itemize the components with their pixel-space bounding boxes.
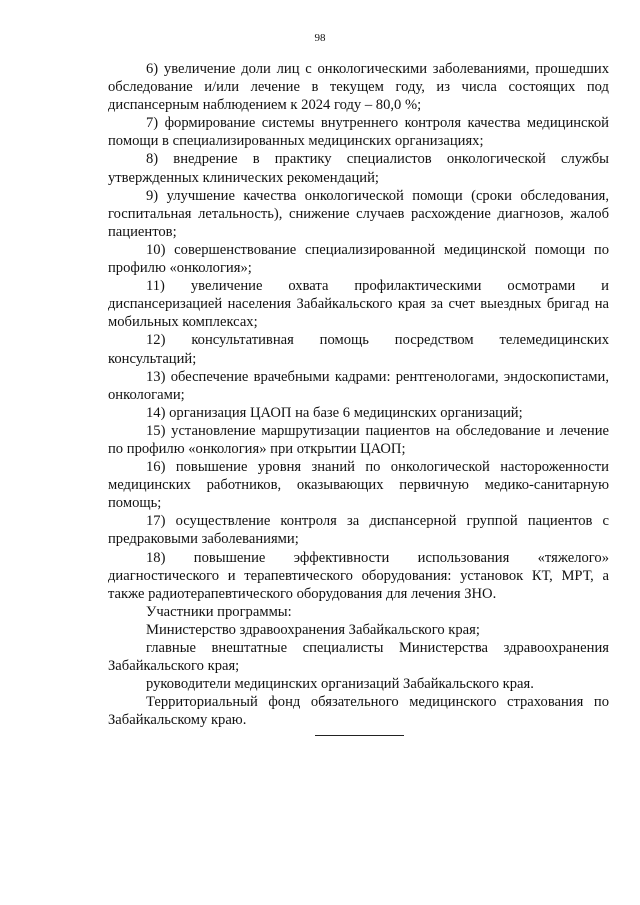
participant-chief-specialists: главные внештатные специалисты Министерства здравоохранения Забайкальского края; — [108, 640, 609, 675]
paragraph-item-8: 8) внедрение в практику специалистов онкологической службы утвержденных клинических рекомендаций; — [108, 151, 609, 186]
paragraph-item-15: 15) установление маршрутизации пациентов на обследование и лечение по профилю «онкология» при открытии ЦАОП; — [108, 422, 609, 457]
participant-organization-heads: руководители медицинских организаций Забайкальского края. — [146, 676, 534, 693]
paragraph-item-9: 9) улучшение качества онкологической помощи (сроки обследования, госпитальная летальность), снижение случаев расхождение диагнозов, жалоб пациентов; — [108, 187, 609, 240]
paragraph-item-12: 12) консультативная помощь посредством телемедицинских консультаций; — [108, 332, 609, 367]
paragraph-item-6: 6) увеличение доли лиц с онкологическими заболеваниями, прошедших обследование и/или лечение в текущем году, из числа состоящих под диспансерным наблюдением к 2024 году – 80,0 %; — [108, 61, 609, 114]
paragraph-item-18: 18) повышение эффективности использования «тяжелого» диагностического и терапевтического оборудования: установок КТ, МРТ, а также радиотерапевтического оборудования для лечения ЗНО. — [108, 549, 609, 602]
page-number: 98 — [314, 32, 326, 44]
paragraph-item-14: 14) организация ЦАОП на базе 6 медицинских организаций; — [146, 404, 523, 421]
document-body — [108, 60, 609, 729]
paragraph-item-10: 10) совершенствование специализированной медицинской помощи по профилю «онкология»; — [108, 241, 609, 277]
closing-divider — [315, 735, 404, 736]
participants-heading: Участники программы: — [146, 603, 292, 620]
participant-insurance-fund: Территориальный фонд обязательного медицинского страхования по Забайкальскому краю. — [108, 694, 609, 729]
paragraph-item-7: 7) формирование системы внутреннего контроля качества медицинской помощи в специализированных медицинских организациях; — [108, 115, 609, 150]
paragraph-item-13: 13) обеспечение врачебными кадрами: рентгенологами, эндоскопистами, онкологами; — [108, 368, 609, 403]
participant-ministry: Министерство здравоохранения Забайкальского края; — [146, 621, 480, 638]
paragraph-item-16: 16) повышение уровня знаний по онкологической настороженности медицинских работников, оказывающих первичную медико-санитарную помощь; — [108, 459, 609, 512]
paragraph-item-17: 17) осуществление контроля за диспансерной группой пациентов с предраковыми заболеваниями; — [108, 513, 609, 548]
paragraph-item-11: 11) увеличение охвата профилактическими осмотрами и диспансеризацией населения Забайкальского края за счет выездных бригад на мобильных комплексах; — [108, 278, 609, 331]
